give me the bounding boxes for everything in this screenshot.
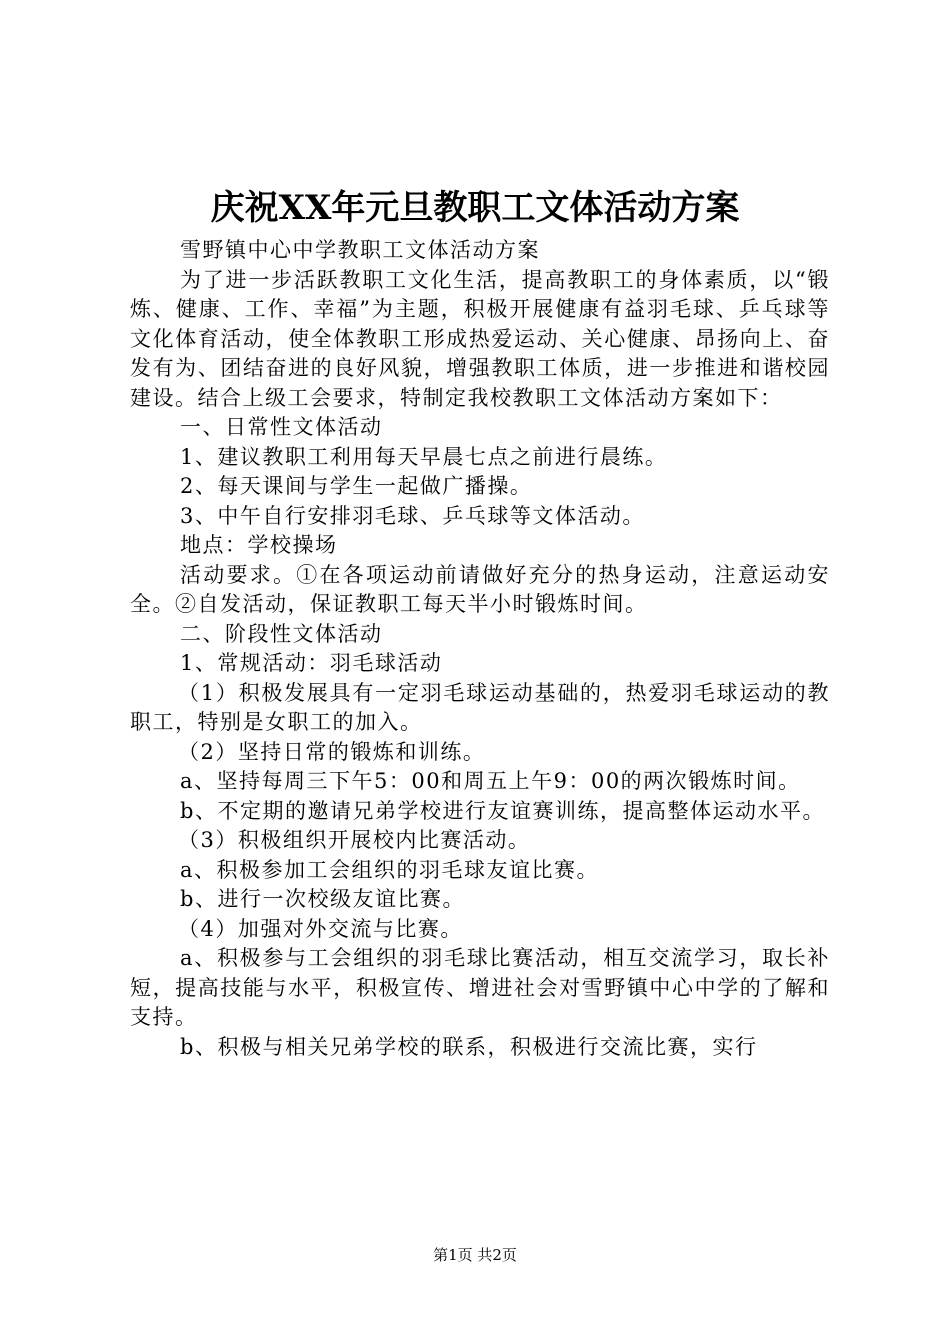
list-item: 2、每天课间与学生一起做广播操。 — [180, 474, 533, 498]
section-heading-stage: 二、阶段性文体活动 — [180, 621, 383, 646]
list-item: （1）积极发展具有一定羽毛球运动基础的，热爱羽毛球运动的教职工，特别是女职工的加入。 — [130, 680, 830, 734]
list-item: b、不定期的邀请兄弟学校进行友谊赛训练，提高整体运动水平。 — [180, 798, 825, 823]
list-item: b、积极与相关兄弟学校的联系，积极进行交流比赛，实行 — [180, 1034, 758, 1059]
subsection-heading: 1、常规活动：羽毛球活动 — [180, 651, 443, 675]
list-item: b、进行一次校级友谊比赛。 — [180, 887, 465, 911]
document-body — [130, 236, 830, 1062]
list-item: a、坚持每周三下午5：00和周五上午9：00的两次锻炼时间。 — [180, 769, 801, 793]
list-item: （2）坚持日常的锻炼和训练。 — [178, 739, 486, 764]
document-title: 庆祝XX年元旦教职工文体活动方案 — [210, 188, 740, 228]
section-heading-daily: 一、日常性文体活动 — [180, 415, 383, 439]
paragraph-requirements: 活动要求。①在各项运动前请做好充分的热身运动，注意运动安全。②自发活动，保证教职工每天半小时锻炼时间。 — [130, 562, 830, 616]
list-item: 1、建议教职工利用每天早晨七点之前进行晨练。 — [180, 444, 668, 469]
list-item: a、积极参与工会组织的羽毛球比赛活动，相互交流学习，取长补短，提高技能与水平，积极宣传、增进社会对雪野镇中心中学的了解和支持。 — [130, 946, 830, 1029]
list-item: 3、中午自行安排羽毛球、乒乓球等文体活动。 — [180, 503, 645, 528]
list-item: （4）加强对外交流与比赛。 — [178, 916, 463, 941]
location-line: 地点：学校操场 — [180, 533, 338, 557]
paragraph-subtitle: 雪野镇中心中学教职工文体活动方案 — [180, 238, 540, 262]
list-item: a、积极参加工会组织的羽毛球友谊比赛。 — [180, 857, 600, 882]
list-item: （3）积极组织开展校内比赛活动。 — [178, 828, 531, 852]
paragraph-intro: 为了进一步活跃教职工文化生活，提高教职工的身体素质，以“锻炼、健康、工作、幸福”为主题，积极开展健康有益羽毛球、乒乓球等文化体育活动，使全体教职工形成热爱运动、关心健康、昂扬向上、奋发有为、团结奋进的良好风貌，增强教职工体质，进一步推进和谐校园建设。结合上级工会要求，特制定我校教职工文体活动方案如下： — [130, 267, 830, 410]
page-footer: 第1页 共2页 — [433, 1246, 517, 1264]
